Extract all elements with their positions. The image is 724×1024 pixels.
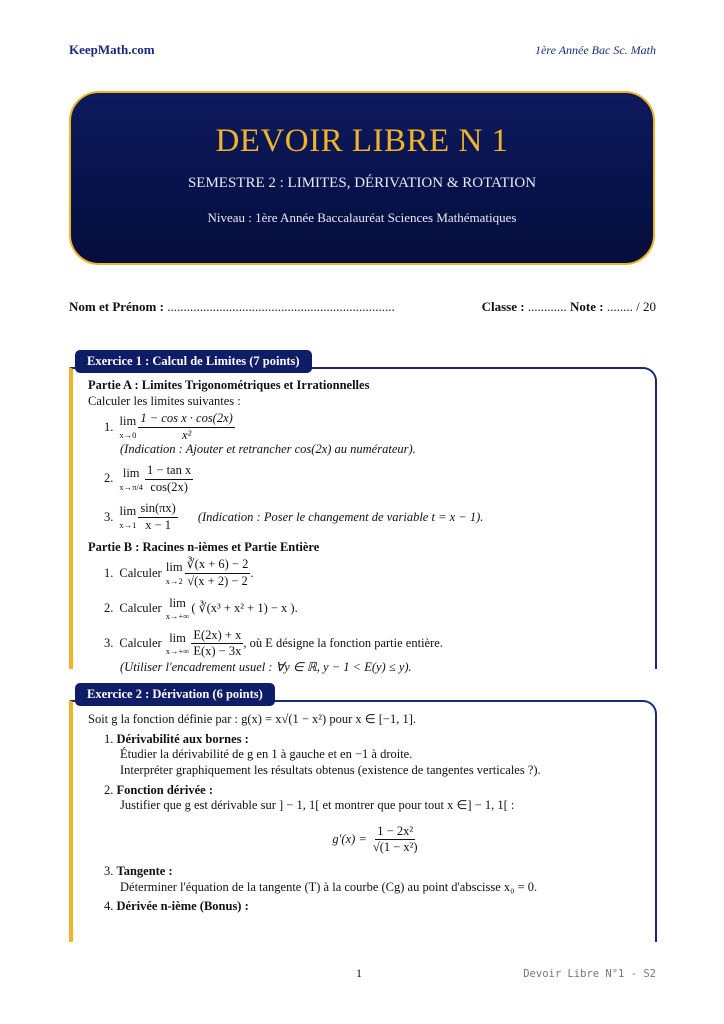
q1-title: Dérivabilité aux bornes :: [116, 731, 249, 746]
q3: 3. Tangente : Déterminer l'équation de la tangente (T) à la courbe (Cg) au point d'abscisse x₀ = 0.: [104, 864, 648, 895]
b2-expr: ( ∛(x³ + x² + 1) − x ).: [191, 600, 298, 615]
a3-sub: x→1: [119, 520, 137, 530]
a1-sub: x→0: [119, 429, 137, 440]
q1-line2: Interpréter graphiquement les résultats obtenus (existence de tangentes verticales ?).: [120, 762, 541, 777]
note-field[interactable]: ........: [606, 299, 633, 314]
partB-title: Partie B : Racines n-ièmes et Partie Entière: [88, 539, 320, 554]
limit-a3: 3. lim x→1 $\frac{\sin(\pi x)}{x - 1}$ (Indication : Poser le changement de variable t = x − 1).: [104, 501, 484, 532]
exo2-intro: Soit g la fonction définie par : g(x) = x√(1 − x²) pour x ∈ [−1, 1].: [88, 712, 416, 726]
a2-den: cos(2x): [150, 479, 188, 494]
note-label: Note :: [570, 299, 604, 314]
note-total: / 20: [636, 299, 656, 314]
q1-line1: Étudier la dérivabilité de g en 1 à gauche et en −1 à droite.: [120, 747, 413, 762]
a3-hint: (Indication : Poser le changement de variable t = x − 1).: [197, 509, 484, 524]
q2-line1: Justifier que g est dérivable sur ] − 1, 1[ et montrer que pour tout x ∈] − 1, 1[ :: [120, 798, 515, 813]
limit-a1: 1. lim x→0 $\frac{\text{1 − cos x · cos(2x)}}{\text{x²}}$: [104, 411, 233, 442]
header-level: 1ère Année Bac Sc. Math: [535, 43, 656, 57]
q2-formula: [104, 824, 648, 856]
q1: 1. Dérivabilité aux bornes : Étudier la dérivabilité de g en 1 à gauche et en −1 à droite. Interpréter graphiquement les résultats obtenus (existence de tangentes verticales ?).: [104, 732, 648, 779]
name-label: Nom et Prénom :: [69, 299, 164, 314]
name-field[interactable]: ......................................................................: [167, 299, 395, 314]
b3-num: E(2x) + x: [191, 628, 243, 645]
b1-label: Calculer: [119, 565, 162, 580]
site-name: KeepMath.com: [69, 42, 155, 57]
exercise-1-tab: Exercice 1 : Calcul de Limites (7 points): [75, 350, 312, 373]
identity-line: [69, 299, 656, 315]
q2-den: √(1 − x²): [372, 840, 418, 855]
a1-den: x²: [181, 427, 192, 442]
q4: 4. Dérivée n-ième (Bonus) :: [104, 899, 249, 914]
q2: 2. Fonction dérivée : Justifier que g est dérivable sur ] − 1, 1[ et montrer que pour tout x ∈] − 1, 1[ : g′(x) = $\frac{\text{1 − 2x²}}{\text{√(1 − x²)}}$: [104, 783, 648, 857]
partA-title: Partie A : Limites Trigonométriques et Irrationnelles: [88, 378, 370, 392]
q2-title: Fonction dérivée :: [116, 782, 214, 797]
b3-hint: (Utiliser l'encadrement usuel : ∀y ∈ ℝ, y − 1 < E(y) ≤ y).: [120, 660, 412, 674]
b2-label: Calculer: [119, 600, 162, 615]
q4-title: Dérivée n-ième (Bonus) :: [116, 899, 249, 914]
b3-sub: x→+∞: [165, 646, 190, 657]
partA-intro: Calculer les limites suivantes :: [88, 393, 241, 408]
q3-line1: Déterminer l'équation de la tangente (T) à la courbe (Cg) au point d'abscisse x₀ = 0.: [120, 879, 538, 894]
limit-a2: 2. lim x→π/4 $\frac{\text{1 − tan x}}{\cos(2x)}$: [104, 463, 192, 494]
exercise-1-content: [88, 378, 648, 676]
b3-label: Calculer: [119, 636, 162, 651]
limit-b2: 2. Calculer lim x→+∞ ( ∛(x³ + x² + 1) − x ).: [104, 595, 298, 622]
b1-num: ∛(x + 6) − 2: [185, 557, 251, 574]
title-banner: [69, 91, 655, 265]
document-subtitle: SEMESTRE 2 : LIMITES, DÉRIVATION & ROTATION: [187, 175, 537, 191]
b3-den: E(x) − 3x: [193, 644, 242, 659]
a3-den: x − 1: [145, 518, 172, 532]
q2-num: 1 − 2x²: [375, 824, 415, 841]
a1-num: 1 − cos x · cos(2x): [138, 411, 234, 428]
exercise-2-tab: Exercice 2 : Dérivation (6 points): [75, 683, 275, 706]
exercise-2-content: [88, 712, 648, 915]
b3-tail: , où E désigne la fonction partie entière.: [243, 636, 443, 651]
q3-title: Tangente :: [116, 864, 173, 878]
limit-b1: 1. Calculer lim x→2 $\frac{∛(x + 6) - 2}{√(x + 2) - 2}$ .: [104, 557, 254, 588]
b1-den: √(x + 2) − 2: [187, 573, 248, 588]
b2-sub: x→+∞: [165, 611, 190, 622]
document-level: Niveau : 1ère Année Baccalauréat Sciences Mathématiques: [207, 210, 517, 225]
class-label: Classe :: [481, 299, 525, 314]
limit-b3: 3. Calculer lim x→+∞ $\frac{E(2x) + x}{E(x) - 3x}$ , où E désigne la fonction partie entière.: [104, 627, 443, 659]
a3-num: sin(πx): [138, 501, 177, 518]
document-title: DEVOIR LIBRE N 1: [215, 123, 509, 159]
q2-lhs: g′(x) =: [332, 832, 367, 847]
class-field[interactable]: ............: [527, 299, 567, 314]
a1-hint: (Indication : Ajouter et retrancher cos(2x) au numérateur).: [120, 441, 416, 456]
page-number: 1: [356, 966, 362, 980]
b1-sub: x→2: [165, 575, 183, 586]
footer-doc-label: Devoir Libre N°1 - S2: [523, 968, 656, 980]
a2-num: 1 − tan x: [145, 463, 193, 480]
a2-sub: x→π/4: [119, 481, 144, 492]
